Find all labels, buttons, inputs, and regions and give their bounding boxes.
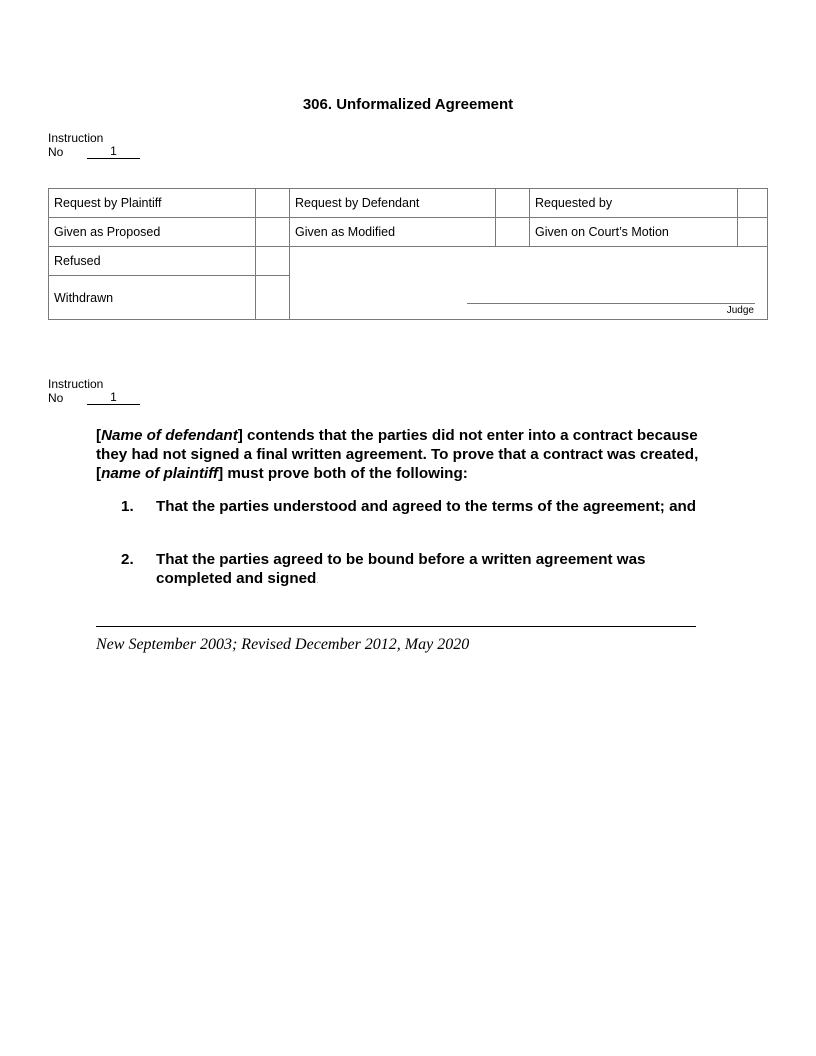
list-number: 2.	[121, 551, 134, 568]
request-by-defendant-label: Request by Defendant	[295, 196, 420, 210]
given-on-courts-motion-checkbox[interactable]	[738, 218, 767, 246]
given-as-modified-label: Given as Modified	[295, 225, 396, 239]
request-by-defendant-checkbox[interactable]	[496, 189, 529, 217]
instruction-paragraph	[96, 426, 716, 483]
revision-history: New September 2003; Revised December 2012, May 2020	[96, 636, 470, 653]
instruction-label: Instruction	[48, 377, 104, 391]
instruction-number-block	[48, 131, 140, 159]
instruction-no-label: No	[48, 391, 64, 405]
list-text-wrap	[156, 550, 711, 590]
instruction-no-value[interactable]: 1	[87, 145, 140, 159]
document-title: 306. Unformalized Agreement	[302, 96, 514, 113]
element-list-item	[121, 550, 711, 590]
withdrawn-checkbox[interactable]	[256, 276, 289, 319]
plaintiff-placeholder: name of plaintiff	[101, 465, 219, 482]
list-trailing-period: .	[316, 576, 319, 585]
instruction-no-label: No	[48, 145, 64, 159]
instruction-label: Instruction	[48, 131, 104, 145]
withdrawn-label: Withdrawn	[54, 290, 114, 305]
horizontal-rule	[96, 626, 696, 627]
given-on-courts-motion-label: Given on Court’s Motion	[535, 225, 669, 239]
element-list-item	[121, 497, 711, 516]
request-by-plaintiff-label: Request by Plaintiff	[54, 196, 162, 210]
list-text: That the parties understood and agreed to the terms of the agreement; and	[156, 498, 697, 515]
defendant-placeholder: Name of defendant	[101, 427, 238, 444]
request-by-plaintiff-checkbox[interactable]	[256, 189, 289, 217]
requested-by-label: Requested by	[535, 196, 613, 210]
instruction-number-block	[48, 377, 140, 405]
judge-label: Judge	[726, 305, 754, 316]
paragraph-text: ] contends that the parties did not enter into a contract because they had not signed a final written agreement. To prove that a contract was created, [	[96, 427, 699, 482]
judge-signature-line[interactable]	[467, 303, 755, 304]
given-as-proposed-label: Given as Proposed	[54, 225, 161, 239]
bracket-open: [	[96, 427, 102, 444]
disposition-table	[48, 188, 768, 320]
paragraph-text-end: ] must prove both of the following:	[218, 465, 468, 482]
refused-label: Refused	[54, 254, 101, 268]
requested-by-checkbox[interactable]	[738, 189, 767, 217]
refused-checkbox[interactable]	[256, 247, 289, 275]
given-as-proposed-checkbox[interactable]	[256, 218, 289, 246]
list-text: That the parties agreed to be bound before a written agreement was completed and signed	[156, 551, 646, 587]
instruction-no-value[interactable]: 1	[87, 391, 140, 405]
list-number: 1.	[121, 498, 134, 515]
given-as-modified-checkbox[interactable]	[496, 218, 529, 246]
